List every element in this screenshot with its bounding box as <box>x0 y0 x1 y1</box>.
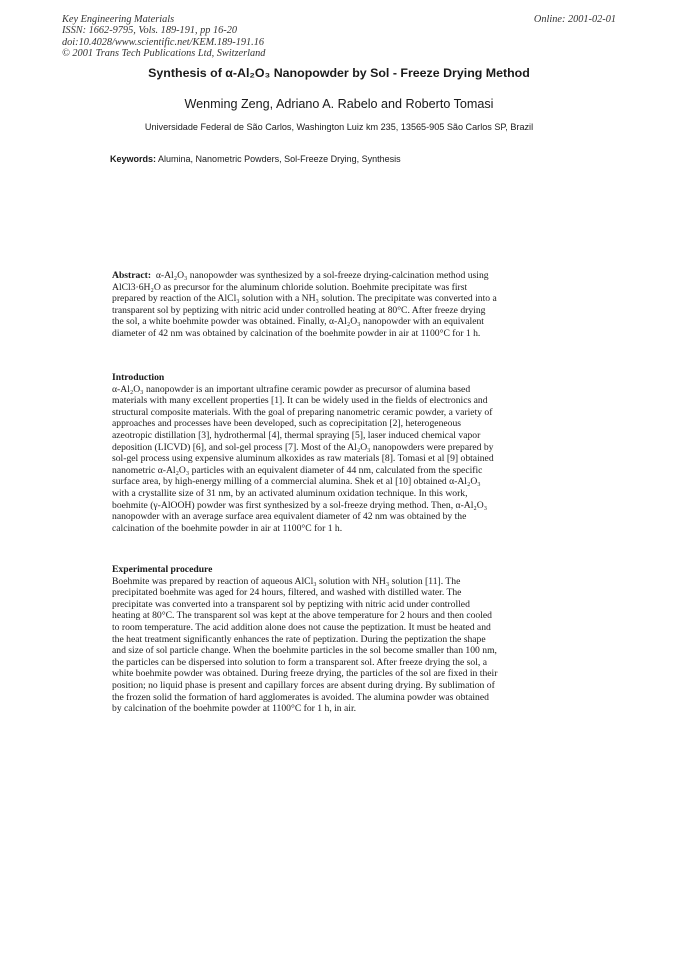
introduction-line: sol-gel process using expensive aluminum alkoxides as raw materials [8]. Tomasi et al [9] obtained <box>112 453 494 465</box>
abstract-line: AlCl3·6H₂O as precursor for the aluminum chloride solution. Boehmite precipitate was first <box>112 281 468 293</box>
paper-authors: Wenming Zeng, Adriano A. Rabelo and Roberto Tomasi <box>184 97 494 111</box>
affiliation: Universidade Federal de São Carlos, Washington Luiz km 235, 13565-905 São Carlos SP, Brazil <box>144 122 534 132</box>
experimental-section <box>112 564 560 715</box>
introduction-line: structural composite materials. With the goal of preparing nanometric ceramic powder, a variety of <box>112 406 493 418</box>
abstract-line: diameter of 42 nm was obtained by calcination of the boehmite powder in air at 1100°C for 1 h. <box>112 327 481 339</box>
introduction-line: nanometric α-Al₂O₃ particles with an equivalent diameter of 44 nm, calculated from the specific <box>112 464 483 476</box>
experimental-line: by calcination of the boehmite powder at 1100°C for 1 h, in air. <box>112 703 357 715</box>
journal-header <box>62 14 265 60</box>
abstract-line-text: α-Al₂O₃ nanopowder was synthesized by a sol-freeze drying-calcination method using <box>155 270 489 281</box>
introduction-line: materials with many excellent properties [1]. It can be widely used in the fields of electronics and <box>112 395 488 407</box>
abstract-line <box>112 270 560 282</box>
experimental-line: white boehmite powder was obtained. During freeze drying, the particles of the sol are fixed in their <box>112 668 498 680</box>
abstract-line: transparent sol by peptizing with nitric acid under controlled heating at 80°C. After freeze drying <box>112 304 486 316</box>
keywords-text: Alumina, Nanometric Powders, Sol-Freeze Drying, Synthesis <box>158 154 401 164</box>
introduction-line: nanopowder with an average surface area equivalent diameter of 42 nm was obtained by the <box>112 511 467 523</box>
abstract-label: Abstract: <box>112 270 152 281</box>
introduction-line: approaches and processes have been developed, such as coprecipitation [2], heterogeneous <box>112 418 462 430</box>
introduction-line: boehmite (γ-AlOOH) powder was first synthesized by a sol-freeze drying method. Then, α-Al₂O₃ <box>112 499 488 511</box>
paper-title: Synthesis of α-Al₂O₃ Nanopowder by Sol - Freeze Drying Method <box>148 66 530 80</box>
introduction-line: calcination of the boehmite powder in air at 1100°C for 1 h. <box>112 522 343 534</box>
experimental-line: precipitated boehmite was aged for 24 hours, filtered, and washed with distilled water. The <box>112 587 462 599</box>
experimental-heading: Experimental procedure <box>112 564 213 575</box>
experimental-line: the heat treatment significantly enhances the rate of peptization. During the peptization the shape <box>112 633 486 645</box>
experimental-line: the frozen solid the formation of hard agglomerates is avoided. The alumina powder was obtained <box>112 691 489 703</box>
issn-line: ISSN: 1662-9795, Vols. 189-191, pp 16-20 <box>62 25 238 37</box>
keywords-label: Keywords: <box>110 154 157 164</box>
abstract-line: the sol, a white boehmite powder was obtained. Finally, α-Al₂O₃ nanopowder with an equivalent <box>112 316 484 328</box>
introduction-line: α-Al₂O₃ nanopowder is an important ultrafine ceramic powder as precursor of alumina based <box>112 383 471 395</box>
experimental-line: and size of sol particle change. When the boehmite particles in the sol become smaller than 100 nm, <box>112 645 497 657</box>
journal-name: Key Engineering Materials <box>62 14 175 25</box>
experimental-line: to room temperature. The acid addition alone does not cause the peptization. It must be heated and <box>112 621 491 633</box>
experimental-line: precipitate was converted into a transparent sol by peptizing with nitric acid under controlled <box>112 598 470 610</box>
abstract-line: prepared by reaction of the AlCl₃ solution with a NH₃ solution. The precipitate was converted into a <box>112 293 497 305</box>
introduction-line: surface area, by high-energy milling of a commercial alumina. Shek et al [10] obtained α-Al₂O₃ <box>112 476 481 488</box>
abstract-section <box>112 270 560 340</box>
introduction-heading: Introduction <box>112 372 165 383</box>
keywords <box>110 154 401 164</box>
introduction-line: azeotropic distillation [3], hydrothermal [4], thermal spraying [5], laser induced chemical vapor <box>112 429 481 441</box>
experimental-line: Boehmite was prepared by reaction of aqueous AlCl₃ solution with NH₃ solution [11]. The <box>112 575 461 587</box>
doi-line: doi:10.4028/www.scientific.net/KEM.189-191.16 <box>62 36 265 48</box>
introduction-line: deposition (LICVD) [6], and sol-gel process [7]. Most of the Al₂O₃ nanopowders were prepared by <box>112 441 494 453</box>
introduction-section <box>112 372 560 534</box>
introduction-line: with a crystallite size of 31 nm, by an activated aluminum oxidation technique. In this work, <box>112 487 468 499</box>
copyright-line: © 2001 Trans Tech Publications Ltd, Switzerland <box>62 48 266 60</box>
online-date: Online: 2001-02-01 <box>533 14 616 25</box>
experimental-line: the particles can be dispersed into solution to form a transparent sol. After freeze drying the sol, a <box>112 656 487 668</box>
experimental-line: heating at 80°C. The transparent sol was kept at the above temperature for 2 hours and then cooled <box>112 610 492 622</box>
experimental-line: position; no liquid phase is present and capillary forces are absent during drying. By sublimation of <box>112 679 495 691</box>
